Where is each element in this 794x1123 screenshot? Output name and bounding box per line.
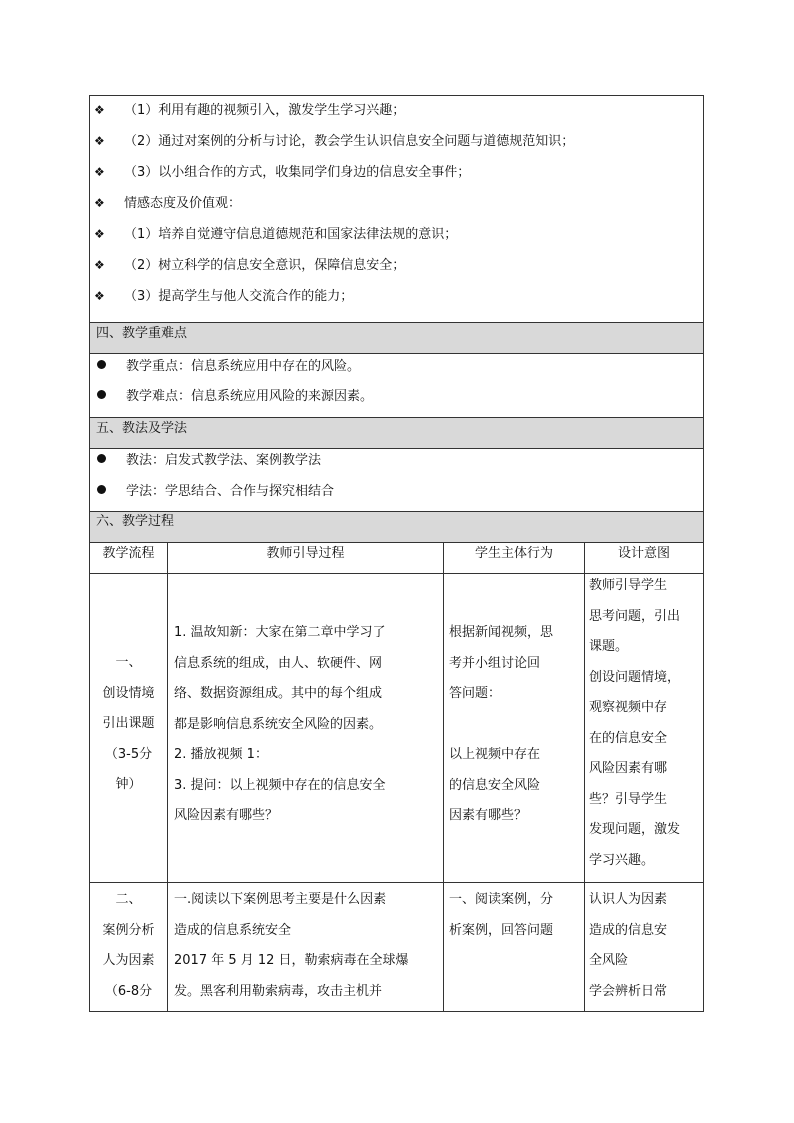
column-divider [584, 542, 585, 1012]
cell-line: 络、数据资源组成。其中的每个组成 [174, 686, 383, 701]
list-item: ❖ （1）利用有趣的视频引入，激发学生学习兴趣； [94, 103, 406, 118]
cell-line: 都是影响信息系统安全风险的因素。 [174, 716, 383, 732]
cell-line: 人为因素 [102, 953, 155, 968]
bullet-dot-icon [97, 454, 106, 463]
list-item: 教学重点：信息系统应用中存在的风险。 [94, 359, 360, 375]
column-divider [167, 542, 168, 1012]
diamond-bullet-icon: ❖ [94, 258, 105, 272]
diamond-bullet-icon: ❖ [94, 134, 105, 148]
table-cell-teacher [174, 618, 386, 832]
cell-line: 思考问题，引出 [589, 608, 681, 624]
cell-line: 3. 提问：以上视频中存在的信息安全 [174, 777, 386, 793]
list-item: 教学难点：信息系统应用风险的来源因素。 [94, 389, 373, 405]
cell-line: 发现问题，激发 [589, 822, 681, 837]
table-cell-teacher [174, 885, 409, 1007]
table-cell-stage [90, 885, 167, 1007]
cell-line: 引出课题 [102, 716, 155, 731]
divider [90, 542, 703, 543]
column-header-stage: 教学流程 [102, 546, 155, 561]
list-item: ❖ （1）培养自觉遵守信息道德规范和国家法律法规的意识； [94, 227, 458, 242]
cell-line: 一、阅读案例，分 [449, 892, 554, 907]
diamond-bullet-icon: ❖ [94, 289, 105, 303]
cell-line: 课题。 [589, 639, 629, 654]
cell-line: 答问题： [449, 686, 502, 701]
cell-line: 造成的信息系统安全 [174, 922, 292, 938]
cell-line: 钟） [115, 777, 142, 792]
cell-line: 认识人为因素 [589, 892, 668, 907]
cell-line: 2017 年 5 月 12 日，勒索病毒在全球爆 [174, 953, 409, 968]
cell-line: 信息系统的组成，由人、软硬件、网 [174, 655, 383, 671]
cell-line: 的信息安全风险 [449, 777, 541, 793]
cell-line: 观察视频中存 [589, 700, 668, 715]
table-cell-intent [589, 571, 680, 876]
cell-line: 全风险 [589, 953, 629, 968]
list-item: ❖ （2）树立科学的信息安全意识，保障信息安全； [94, 258, 406, 273]
column-divider [443, 542, 444, 1012]
cell-line: 考并小组讨论回 [449, 655, 541, 671]
list-item: ❖ 情感态度及价值观： [94, 196, 242, 211]
diamond-bullet-icon: ❖ [94, 227, 105, 241]
cell-line: 创设问题情境， [589, 669, 681, 685]
cell-line: 1. 温故知新：大家在第二章中学习了 [174, 625, 386, 640]
column-header-student: 学生主体行为 [474, 546, 553, 561]
cell-line: 学习兴趣。 [589, 852, 655, 868]
section-title-6: 六、教学过程 [96, 514, 175, 529]
bullet-dot-icon [97, 360, 106, 369]
list-item: ❖ （3）提高学生与他人交流合作的能力； [94, 289, 354, 304]
section-title-5: 五、教法及学法 [96, 421, 188, 436]
cell-line: 教师引导学生 [589, 578, 668, 593]
cell-line: （6-8分 [104, 983, 153, 999]
cell-line: 因素有哪些？ [449, 808, 528, 823]
list-item: 教法：启发式教学法、案例教学法 [94, 453, 321, 469]
cell-line [449, 710, 553, 741]
cell-line: （3-5分 [104, 746, 153, 762]
divider [90, 353, 703, 354]
cell-line: 风险因素有哪些？ [174, 808, 279, 823]
table-cell-stage [90, 648, 167, 801]
cell-line: 析案例，回答问题 [449, 922, 554, 938]
cell-line: 2. 播放视频 1： [174, 747, 268, 762]
diamond-bullet-icon: ❖ [94, 103, 105, 117]
cell-line: 一.阅读以下案例思考主要是什么因素 [174, 892, 387, 907]
column-header-intent: 设计意图 [617, 546, 670, 561]
section-header-band [90, 512, 703, 542]
cell-line: 造成的信息安 [589, 922, 668, 938]
divider [90, 882, 703, 883]
cell-line: 风险因素有哪 [589, 761, 668, 776]
cell-line: 学会辨析日常 [589, 983, 668, 999]
column-header-teacher: 教师引导过程 [266, 546, 345, 561]
cell-line: 创设情境 [102, 685, 155, 701]
cell-line: 一、 [115, 655, 142, 670]
cell-line: 二、 [115, 892, 142, 907]
cell-line: 根据新闻视频，思 [449, 625, 554, 640]
cell-line: 在的信息安全 [589, 730, 668, 746]
section-title-4: 四、教学重难点 [96, 326, 188, 341]
cell-line: 发。黑客利用勒索病毒，攻击主机并 [174, 983, 383, 999]
cell-line: 以上视频中存在 [449, 747, 541, 762]
list-item: ❖ （3）以小组合作的方式，收集同学们身边的信息安全事件； [94, 165, 471, 180]
table-cell-student [449, 618, 553, 832]
list-item: 学法：学思结合、合作与探究相结合 [94, 484, 334, 500]
cell-line: 案例分析 [102, 922, 155, 938]
lesson-plan-table [89, 95, 704, 1012]
table-cell-intent [589, 885, 667, 1007]
cell-line: 些？引导学生 [589, 791, 668, 807]
table-cell-student [449, 885, 553, 946]
diamond-bullet-icon: ❖ [94, 196, 105, 210]
diamond-bullet-icon: ❖ [94, 165, 105, 179]
divider [90, 448, 703, 449]
bullet-dot-icon [97, 390, 106, 399]
bullet-dot-icon [97, 485, 106, 494]
list-item: ❖ （2）通过对案例的分析与讨论，教会学生认识信息安全问题与道德规范知识； [94, 134, 575, 149]
